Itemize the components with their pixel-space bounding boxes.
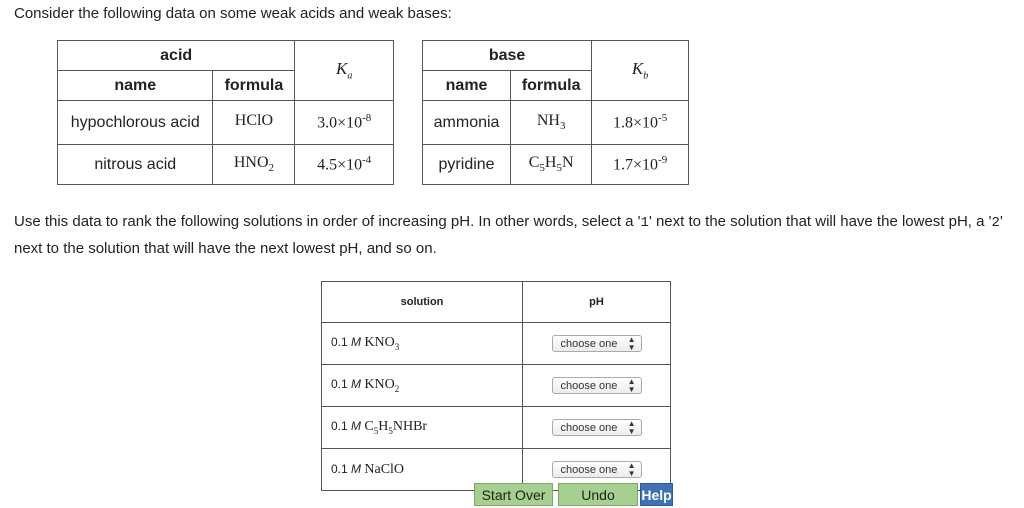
ka-value: $3.0\times 10^{-8}$ xyxy=(295,101,394,145)
table-row xyxy=(423,145,689,185)
kb-value: $1.8\times 10^{-5}$ xyxy=(592,101,689,145)
acid-group-header: acid xyxy=(58,41,295,71)
select-arrows-icon: ▲ ▼ xyxy=(627,377,636,394)
start-over-button[interactable]: Start Over xyxy=(474,483,553,506)
ph-select[interactable]: choose one ▲ ▼ xyxy=(552,335,642,352)
base-name: pyridine xyxy=(423,145,511,185)
base-group-header: base xyxy=(423,41,592,71)
acid-name: nitrous acid xyxy=(58,145,213,185)
kb-value: $1.7\times 10^{-9}$ xyxy=(592,145,689,185)
instructions-text: Use this data to rank the following solutions in order of increasing pH. In other words, select a '1' next to the solution that will have the lowest pH, a '2' next to the solution that will have the next lowest pH, and so on. xyxy=(14,213,1003,257)
select-arrows-icon: ▲ ▼ xyxy=(627,419,636,436)
ph-header: pH xyxy=(523,282,671,323)
button-bar xyxy=(474,483,673,506)
undo-button[interactable]: Undo xyxy=(558,483,638,506)
acid-name-header: name xyxy=(58,71,213,101)
base-formula: $C_5H_5N$ xyxy=(511,145,592,185)
base-formula-header: formula xyxy=(511,71,592,101)
ph-select[interactable]: choose one ▲ ▼ xyxy=(552,419,642,436)
table-row xyxy=(58,145,394,185)
acid-name: hypochlorous acid xyxy=(58,101,213,145)
solution-cell: 0.1 M $C_5H_5NHBr$ xyxy=(322,407,523,449)
select-arrows-icon: ▲ ▼ xyxy=(627,335,636,352)
table-row xyxy=(322,323,671,365)
table-row xyxy=(58,101,394,145)
ka-header: $K_a$ xyxy=(295,41,394,101)
base-name: ammonia xyxy=(423,101,511,145)
acid-formula-header: formula xyxy=(213,71,295,101)
solution-cell: 0.1 M NaClO xyxy=(322,449,523,491)
solution-header: solution xyxy=(322,282,523,323)
base-name-header: name xyxy=(423,71,511,101)
table-row xyxy=(322,407,671,449)
acid-table xyxy=(57,40,394,185)
ph-select[interactable]: choose one ▲ ▼ xyxy=(552,377,642,394)
table-row xyxy=(423,101,689,145)
ph-select[interactable]: choose one ▲ ▼ xyxy=(552,461,642,478)
solution-cell: 0.1 M $KNO_3$ xyxy=(322,323,523,365)
select-arrows-icon: ▲ ▼ xyxy=(627,461,636,478)
ka-value: $4.5\times 10^{-4}$ xyxy=(295,145,394,185)
intro-text: Consider the following data on some weak acids and weak bases: xyxy=(14,5,452,22)
base-formula: $NH_3$ xyxy=(511,101,592,145)
help-button[interactable]: Help xyxy=(640,483,673,506)
acid-formula: HClO xyxy=(213,101,295,145)
kb-header: $K_b$ xyxy=(592,41,689,101)
table-row xyxy=(322,365,671,407)
base-table xyxy=(422,40,689,185)
acid-formula: $HNO_2$ xyxy=(213,145,295,185)
solution-cell: 0.1 M $KNO_2$ xyxy=(322,365,523,407)
ranking-table xyxy=(321,281,671,491)
